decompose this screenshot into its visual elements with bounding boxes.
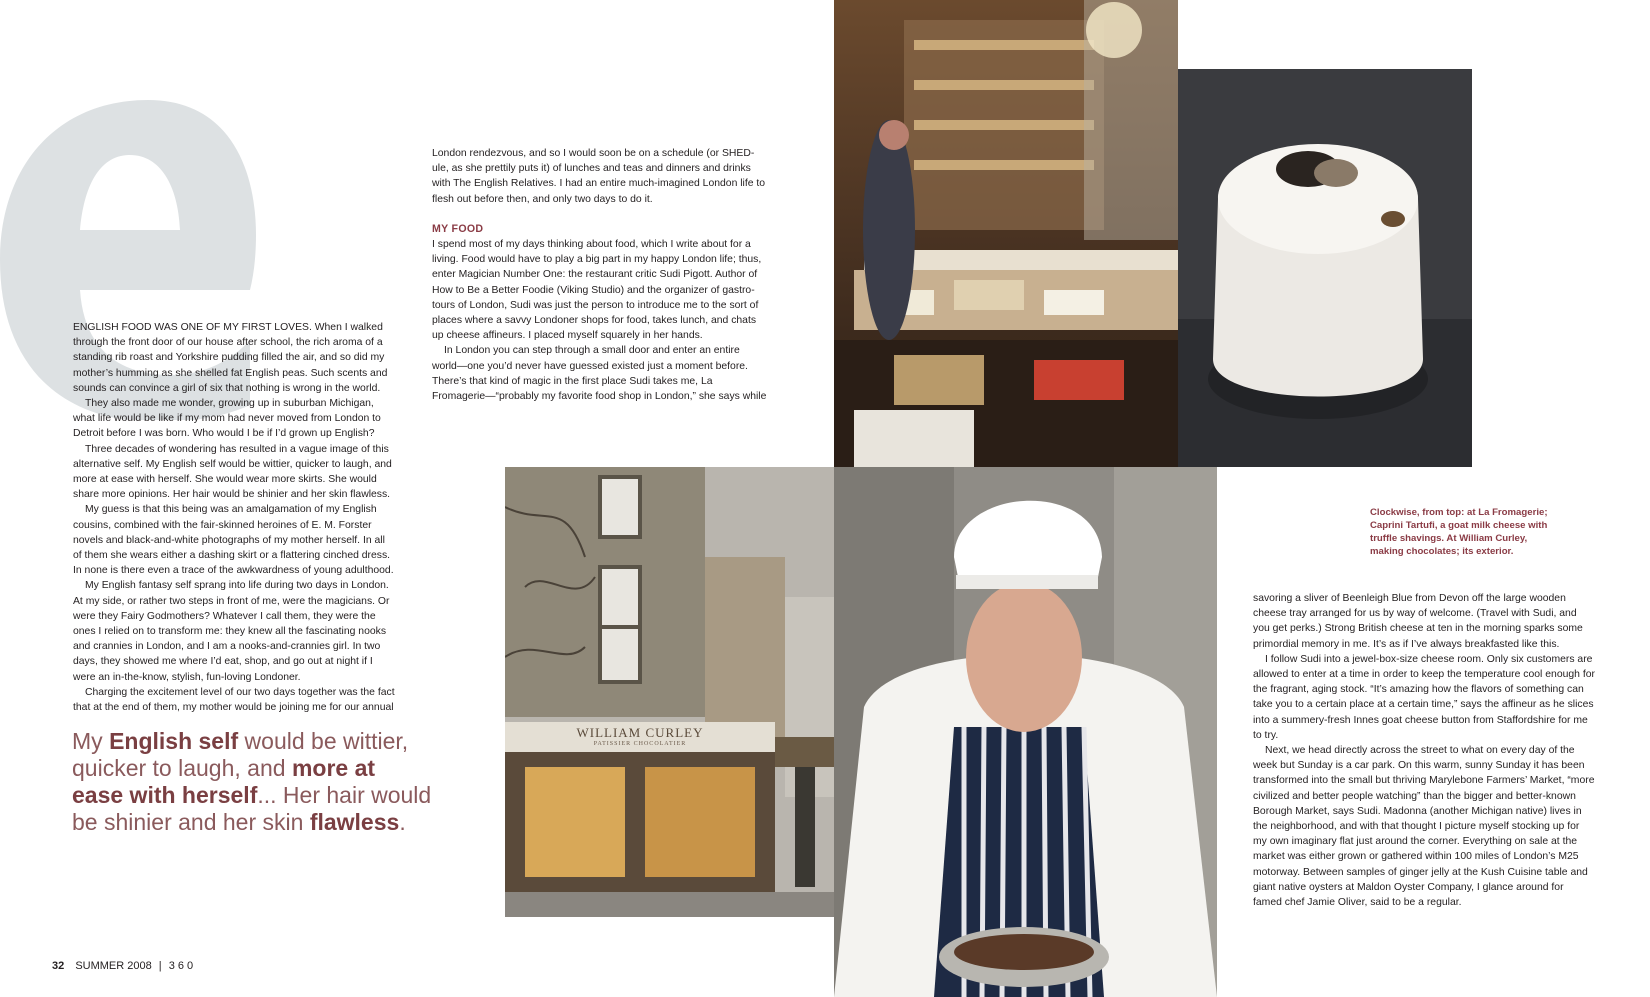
paragraph: ENGLISH FOOD WAS ONE OF MY FIRST LOVES. When I walked through the front door of our house after school, the rich aroma of a standing rib roast and Yorkshire pudding filled the air, and so did my mother’s humming as she shelled fat English peas. Such scents and sounds can convince a girl of six that nothing is wrong in the world.	[73, 322, 388, 394]
photo-chocolate-making	[834, 467, 1217, 997]
paragraph: They also made me wonder, growing up in suburban Michigan, what life would be like if my mom had never moved from London to Detroit before I was born. Who would I be if I’d grown up English?	[73, 398, 381, 440]
folio	[52, 960, 196, 972]
photo-caprini-tartufi	[1178, 69, 1472, 467]
issue-date: SUMMER 2008	[75, 960, 152, 972]
photo-william-curley-exterior	[505, 467, 834, 917]
pull-quote-text: .	[399, 809, 406, 835]
shop-sign-name: WILLIAM CURLEY	[576, 725, 704, 740]
paragraph: I follow Sudi into a jewel-box-size cheese room. Only six customers are allowed to enter at a time in order to keep the temperature cool enough for the fragrant, aging stock. “It’s amazing how the flavors of something can take you to a certain place at a certain time,” says the affineur as he slices into a summery-fresh Innes goat cheese button from Staffordshire for me to try.	[1253, 653, 1595, 741]
paragraph: Three decades of wondering has resulted in a vague image of this alternative self. My English self would be wittier, quicker to laugh, and more at ease with herself. She would wear more skirts. She would share more opinions. Her hair would be shinier and her skin flawless.	[73, 443, 392, 501]
pull-quote-emphasis: flawless	[309, 809, 400, 835]
section-heading: MY FOOD	[432, 222, 484, 235]
page-number: 32	[52, 960, 65, 972]
paragraph: savoring a sliver of Beenleigh Blue from Devon off the large wooden cheese tray arranged for us by way of welcome. (Travel with Sudi, and you get perks.) Strong British cheese at ten in the morning sparks some primordial memory in me. It’s as if I’ve always breakfasted like this.	[1253, 593, 1583, 650]
photo-caption: Clockwise, from top: at La Fromagerie; Caprini Tartufi, a goat milk cheese with truffle shavings. At William Curley, making chocolates; its exterior.	[1370, 507, 1548, 557]
pull-quote-emphasis: more at ease with herself	[72, 755, 376, 808]
column-2	[432, 146, 767, 404]
folio-separator: |	[158, 960, 162, 972]
pull-quote-text: My	[72, 728, 110, 754]
photo-la-fromagerie	[834, 0, 1178, 467]
paragraph: Next, we head directly across the street to what on every day of the week but Sunday is a car park. On this warm, sunny Sunday it has been transformed into the small but thriving Marylebone Farmers’ Market, “more civilized and better people watching” than the bigger and better-known Borough Market, says Sudi. Madonna (another Michigan native) lives in the neighborhood, and with that thought I picture myself stocking up for my own imaginary flat just around the corner. Everything on sale at the market was either grown or gathered within 100 miles of London’s M25 motorway. Between samples of ginger jelly at the Kush Cuisine table and giant native oysters at Maldon Oyster Company, I glance around for famed chef Jamie Oliver, said to be a regular.	[1253, 745, 1595, 909]
pull-quote-text: would be wittier, quicker to laugh, and	[72, 728, 409, 781]
paragraph: I spend most of my days thinking about food, which I write about for a living. Food would have to play a big part in my happy London life; thus, enter Magician Number One: the restaurant critic Sudi Pigott. Author of How to Be a Better Foodie (Viking Studio) and the organizer of gastro-tours of London, Sudi was just the person to introduce me to the sort of places where a savvy Londoner shops for food, takes lunch, and chats up cheese affineurs. I placed myself squarely in her hands.	[432, 239, 762, 342]
paragraph: London rendezvous, and so I would soon be on a schedule (or SHED-ule, as she prettily puts it) of lunches and teas and dinners and drinks with The English Relatives. I had an entire much-imagined London life to flesh out before then, and only two days to do it.	[432, 148, 766, 205]
magazine-name: 360	[168, 960, 197, 972]
column-3	[1253, 591, 1595, 910]
shop-sign-subtitle: PATISSIER CHOCOLATIER	[593, 741, 687, 747]
paragraph: My guess is that this being was an amalgamation of my English cousins, combined with the fair-skinned heroines of E. M. Forster novels and black-and-white photographs of my mother herself. In all of them she wears either a dashing skirt or a flattering cinched dress. In none is there even a trace of the awkwardness of young adulthood.	[73, 504, 394, 577]
paragraph: In London you can step through a small door and enter an entire world—one you’d never have guessed existed just a moment before. There’s that kind of magic in the first place Sudi takes me, La Fromagerie—“probably my favorite food shop in London,” she says while	[432, 345, 767, 403]
paragraph: Charging the excitement level of our two days together was the fact that at the end of them, my mother would be joining me for our annual	[73, 686, 395, 714]
pull-quote-text: ... Her hair would be shinier and her skin	[72, 782, 432, 835]
column-1	[73, 320, 395, 715]
pull-quote	[72, 728, 432, 836]
pull-quote-emphasis: English self	[109, 728, 239, 754]
paragraph: My English fantasy self sprang into life during two days in London. At my side, or rather two steps in front of me, were the magicians. Or were they Fairy Godmothers? Whatever I call them, they were the ones I relied on to transform me: they knew all the fascinating nooks and crannies in London, and I am a nooks-and-crannies girl. In two days, they showed me where I’d eat, shop, and go out at night if I were an in-the-know, stylish, fun-loving Londoner.	[73, 580, 390, 683]
